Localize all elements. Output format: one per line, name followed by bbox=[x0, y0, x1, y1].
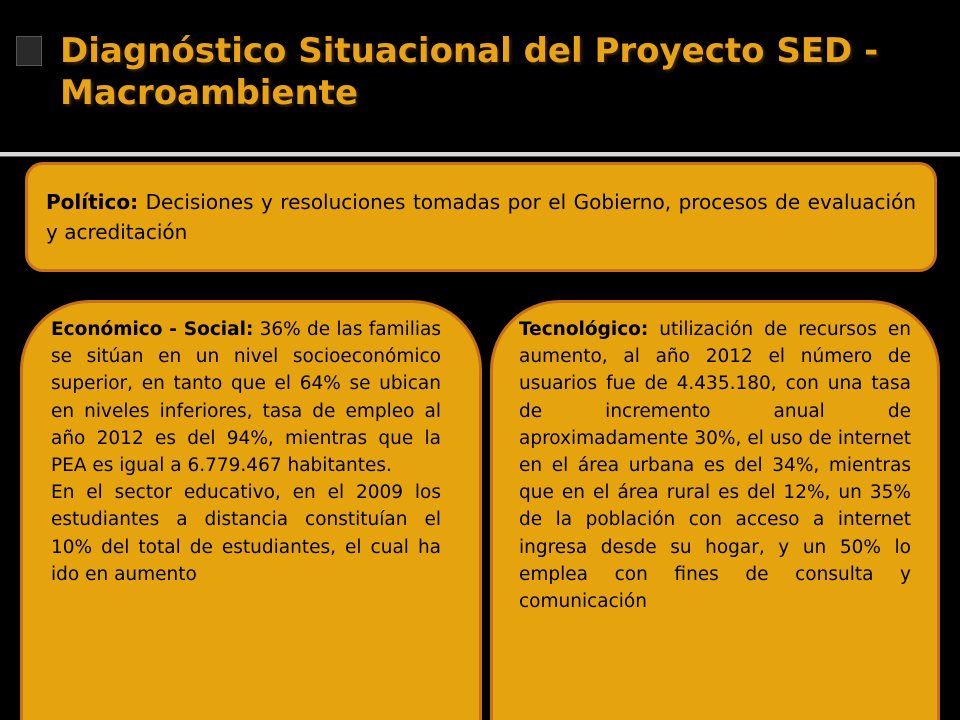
politico-label: Político: bbox=[46, 190, 139, 214]
tecnologico-text: utilización de recursos en aumento, al año 2012 el número de usuarios fue de 4.435.180, con una tasa de incremento anual de aproximadamente 30%, el uso de internet en el área urbana es del 34%, mientras que en el área rural es del 12%, un 35% de la población con acceso a internet ingresa desde su hogar, y un 50% lo emplea con fines de consulta y comunicación bbox=[519, 319, 911, 613]
economico-text: 36% de las familias se sitúan en un nivel socioeconómico superior, en tanto que el 64% se ubican en niveles inferiores, tasa de empleo al año 2012 es del 94%, mientras que la PEA es igual a 6.779.467 habitantes. bbox=[51, 319, 441, 477]
economico-social-box bbox=[20, 300, 482, 720]
tecnologico-label: Tecnológico: bbox=[519, 319, 649, 340]
economico-label: Económico - Social: bbox=[51, 319, 254, 340]
title-divider-shadow bbox=[0, 156, 960, 157]
politico-box bbox=[25, 162, 937, 272]
politico-text: Decisiones y resoluciones tomadas por el Gobierno, procesos de evaluación y acreditación bbox=[46, 190, 916, 244]
economico-paragraph bbox=[51, 316, 441, 479]
slide-title: Diagnóstico Situacional del Proyecto SED - Macroambiente bbox=[60, 31, 879, 113]
tecnologico-paragraph bbox=[519, 316, 911, 615]
tecnologico-box bbox=[490, 300, 940, 720]
title-bar bbox=[0, 0, 960, 152]
economico-paragraph-2: En el sector educativo, en el 2009 los estudiantes a distancia constituían el 10% del total de estudiantes, el cual ha ido en aumento bbox=[51, 482, 441, 585]
title-bullet-icon bbox=[16, 36, 42, 66]
politico-paragraph bbox=[46, 187, 916, 247]
